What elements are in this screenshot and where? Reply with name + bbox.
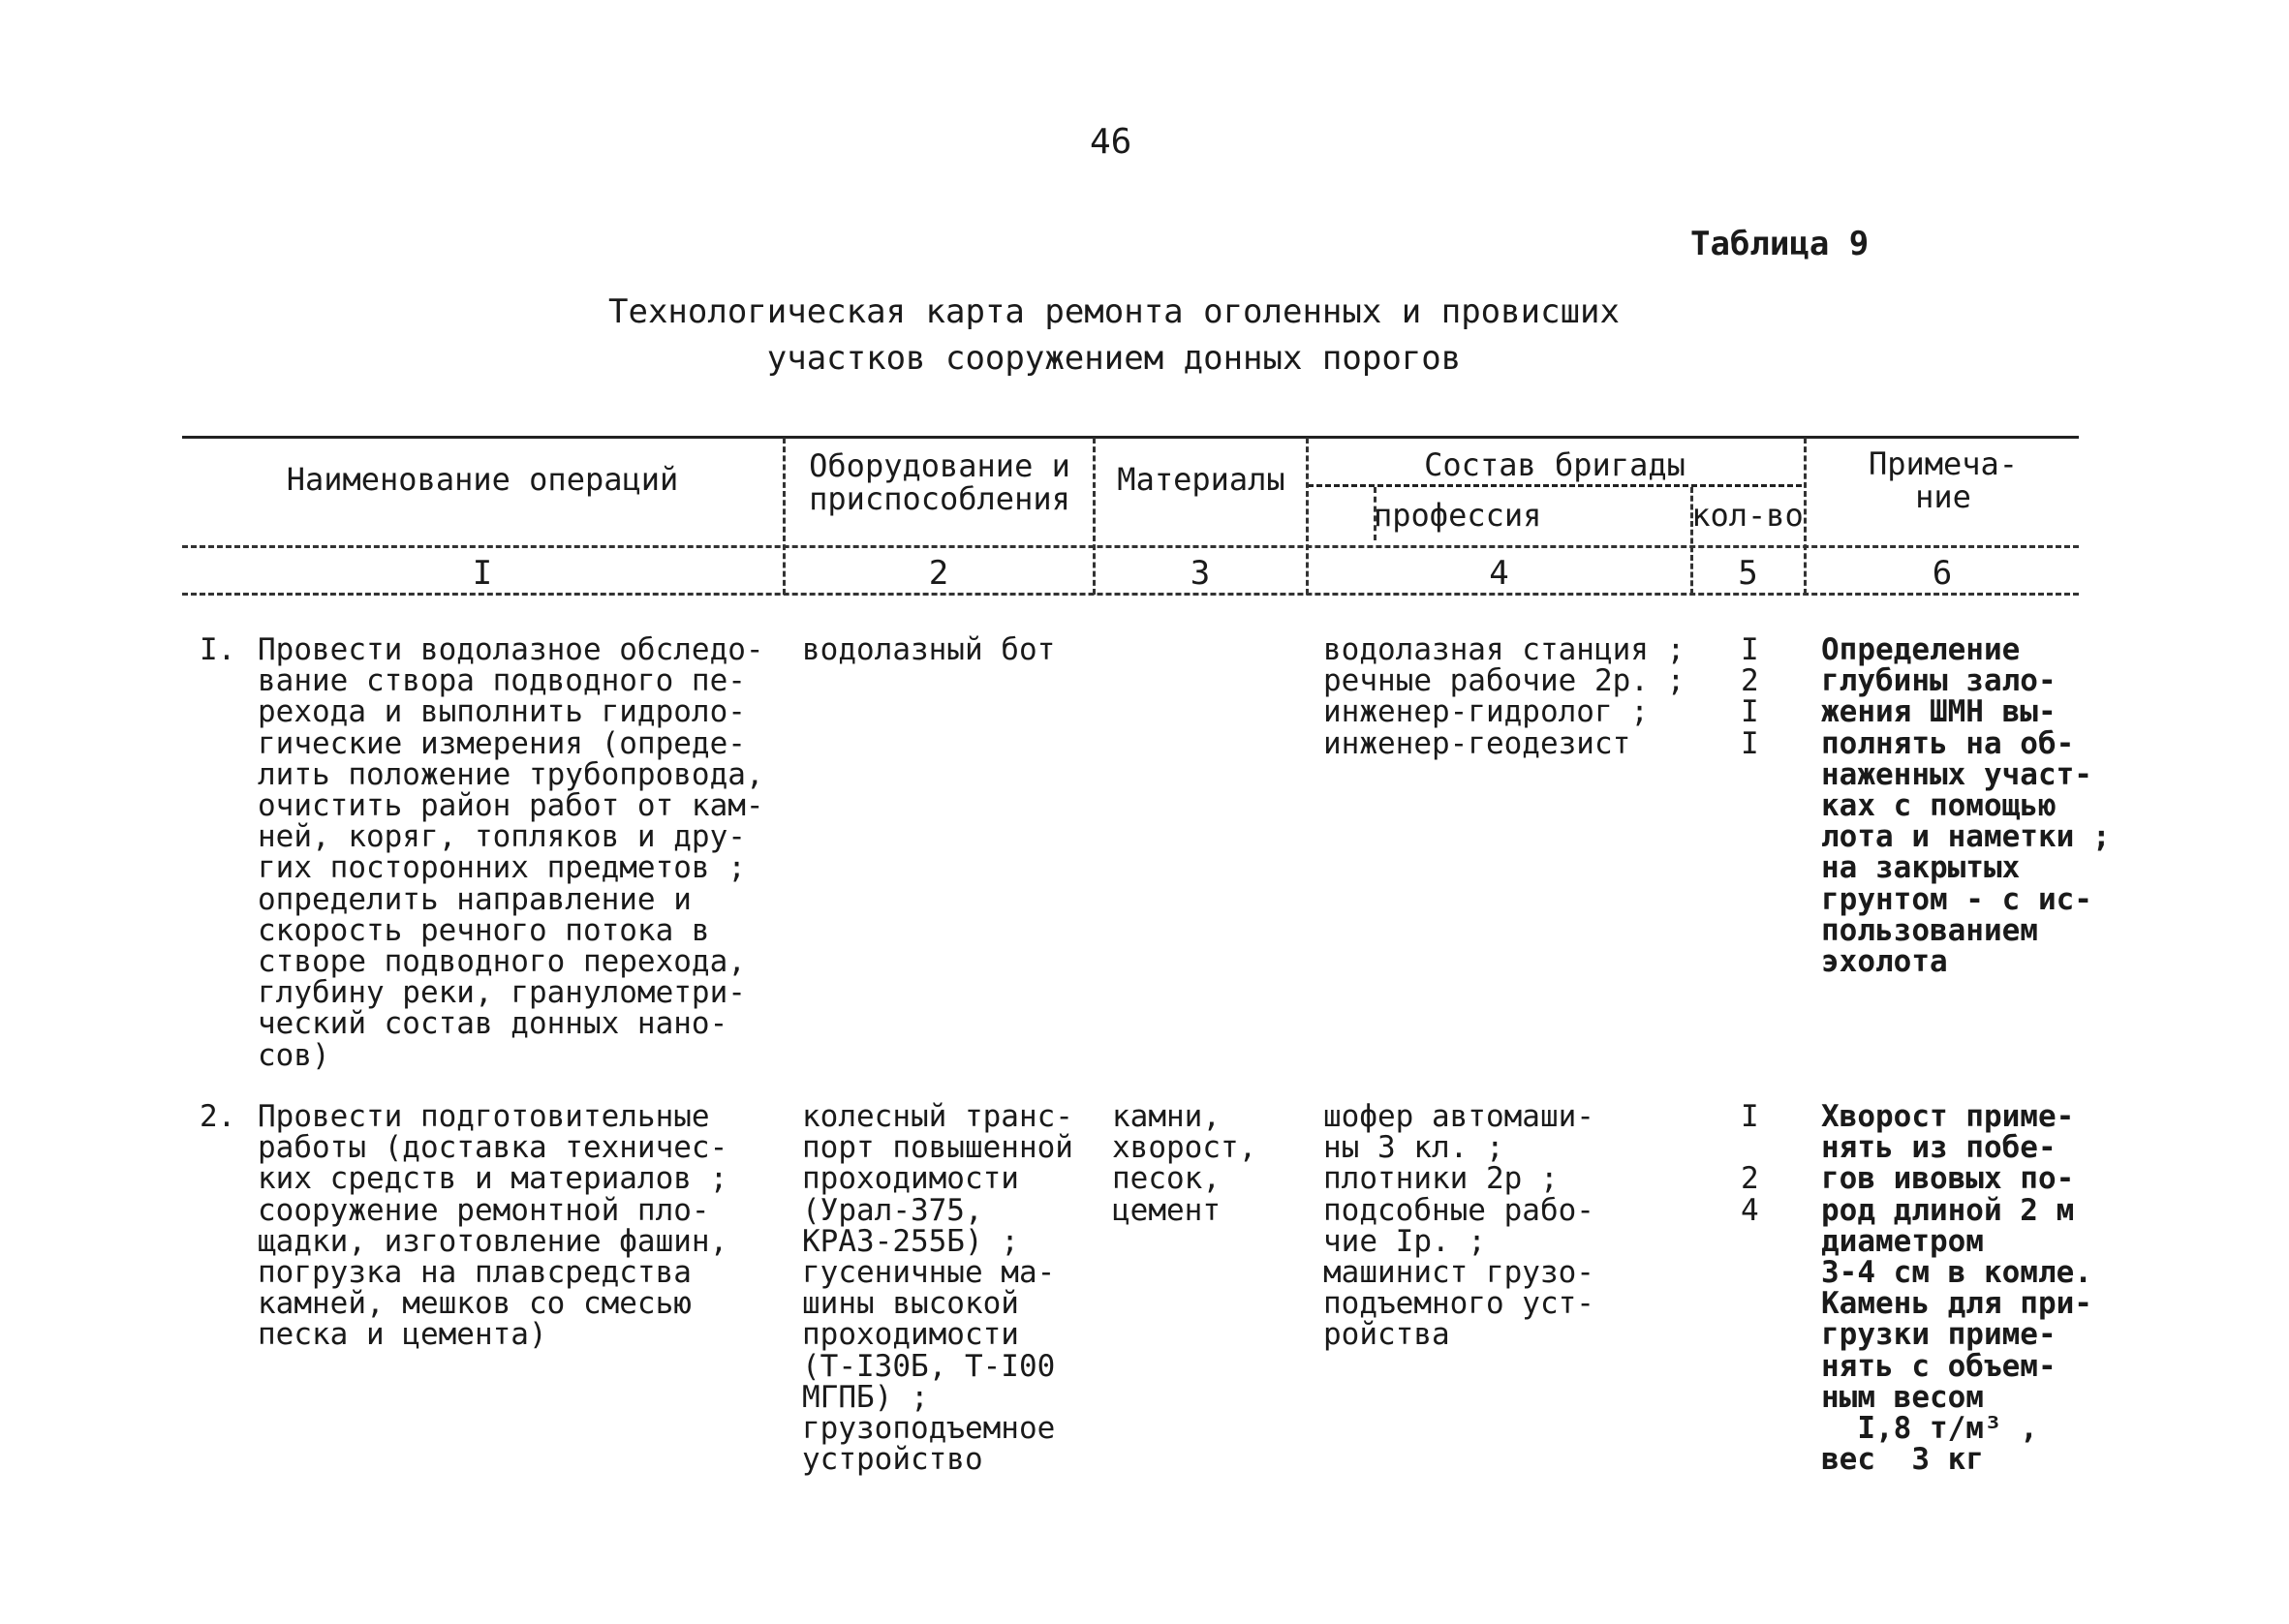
header-notes: Примеча- ние bbox=[1868, 445, 2019, 515]
brigade-subheader-rule bbox=[1308, 484, 1802, 487]
column-numbers-rule bbox=[182, 593, 2079, 596]
page-number: 46 bbox=[1090, 122, 1132, 162]
header-count: кол-во bbox=[1691, 497, 1804, 534]
header-bottom-rule bbox=[182, 545, 2079, 548]
notes-cell: Определение глубины зало- жения ШМН вы- полнять на об- наженных участ- ках с помощью лота и наметки ; на закрытых грунтом - с ис- пользованием эхолота bbox=[1821, 632, 2111, 980]
profession-cell: водолазная станция ; речные рабочие 2р. ; инженер-гидролог ; инженер-геодезист bbox=[1323, 632, 1686, 761]
column-number-6: 6 bbox=[1932, 554, 1953, 593]
header-profession: профессия bbox=[1374, 497, 1542, 534]
column-number-1: I bbox=[472, 554, 493, 593]
row-number: I. bbox=[200, 632, 236, 667]
profession-cell: шофер автомаши- ны 3 кл. ; плотники 2р ; подсобные рабо- чие Iр. ; машинист грузо- подъемного уст- ройства bbox=[1323, 1099, 1594, 1353]
column-number-4: 4 bbox=[1489, 554, 1509, 593]
equipment-cell: колесный транс- порт повышенной проходимости (Урал-375, КРАЗ-255Б) ; гусеничные ма- шины высокой проходимости (Т-I30Б, Т-I00 МГПБ) ; грузоподъемное устройство bbox=[802, 1099, 1073, 1478]
column-number-5: 5 bbox=[1738, 554, 1758, 593]
row-number: 2. bbox=[200, 1099, 236, 1134]
equipment-cell: водолазный бот bbox=[802, 632, 1056, 667]
header-materials: Материалы bbox=[1117, 461, 1285, 498]
table-title-line-1: Технологическая карта ремонта оголенных и провисших bbox=[608, 292, 1620, 331]
table-top-rule bbox=[182, 436, 2079, 439]
header-brigade: Состав бригады bbox=[1424, 446, 1686, 483]
count-cell: I 2 4 bbox=[1741, 1099, 1759, 1228]
operation-cell: Провести водолазное обследо- вание створа подводного пе- рехода и выполнить гидроло- гические измерения (опреде- лить положение трубопровода, очистить район работ от кам- ней, коряг, топляков и дру- гих посторонних предметов ; определить направление и скорость речного потока в створе подводного перехода, глубину реки, гранулометри- ческий состав донных нано- сов) bbox=[258, 632, 764, 1073]
materials-cell: камни, хворост, песок, цемент bbox=[1112, 1099, 1257, 1228]
header-operations: Наименование операций bbox=[286, 461, 679, 498]
notes-cell: Хворост приме- нять из побе- гов ивовых по- род длиной 2 м диаметром 3-4 см в комле. Камень для при- грузки приме- нять с объем- ным весом I,8 т/м³ , вес 3 кг bbox=[1821, 1099, 2092, 1478]
operation-cell: Провести подготовительные работы (доставка техничес- ких средств и материалов ; сооружение ремонтной пло- щадки, изготовление фашин, погрузка на плавсредства камней, мешков со смесью песка и цемента) bbox=[258, 1099, 728, 1353]
table-label: Таблица 9 bbox=[1690, 225, 1870, 263]
header-equipment: Оборудование и приспособления bbox=[809, 447, 1070, 517]
column-number-3: 3 bbox=[1190, 554, 1211, 593]
column-number-2: 2 bbox=[928, 554, 949, 593]
table-title-line-2: участков сооружением донных порогов bbox=[766, 339, 1462, 378]
count-cell: I 2 I I bbox=[1741, 632, 1759, 761]
